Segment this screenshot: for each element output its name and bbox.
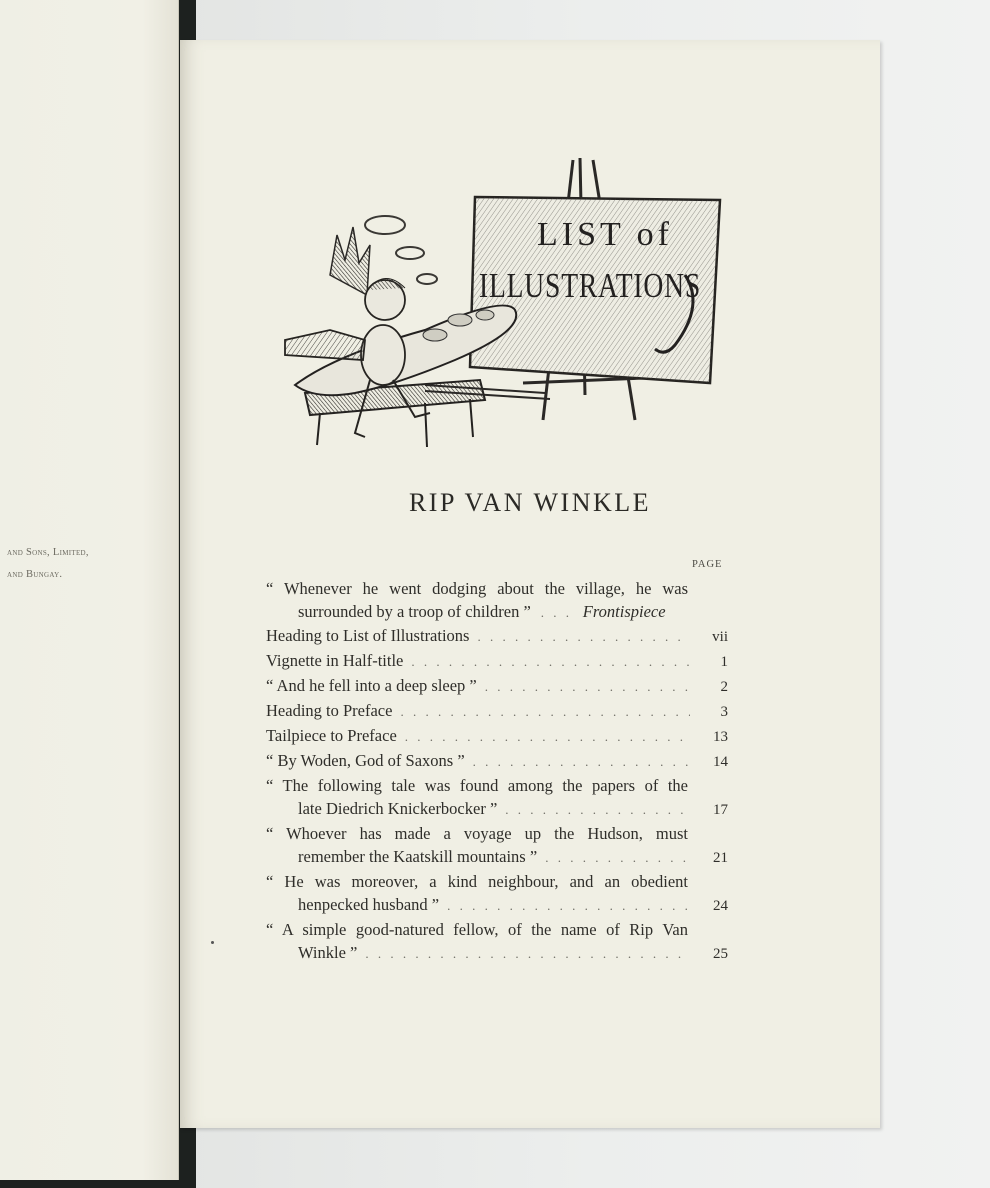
- sign-line-2: ILLUSTRATIONS: [479, 266, 701, 305]
- entry-text: Heading to Preface: [266, 701, 393, 720]
- illustrations-list: [266, 577, 728, 966]
- imprint-line: and Bungay.: [7, 569, 63, 580]
- entry-text: “ Whoever has made a voyage up the Hudson, must: [266, 824, 688, 843]
- entry-text: Winkle ”: [298, 943, 358, 962]
- entry-text: “ A simple good-natured fellow, of the name of Rip Van: [266, 920, 688, 939]
- sign-line-1: LIST of: [537, 216, 673, 253]
- ink-speck: [211, 941, 214, 944]
- entry-text: “ The following tale was found among the papers of the: [266, 776, 688, 795]
- page-number: 1: [720, 654, 728, 670]
- entry-text: henpecked husband ”: [298, 895, 440, 914]
- entry-text: “ He was moreover, a kind neighbour, and an obedient: [266, 872, 688, 891]
- list-of-illustrations-vignette: [275, 155, 735, 455]
- list-entry: [266, 749, 728, 774]
- list-entry: [266, 774, 728, 822]
- list-entry: [266, 870, 728, 918]
- page-column-label: PAGE: [692, 559, 723, 570]
- entry-text: surrounded by a troop of children ”: [298, 602, 531, 621]
- list-entry: [266, 822, 728, 870]
- smoke-rings: [365, 216, 437, 284]
- plate-label: Frontispiece: [582, 602, 666, 621]
- list-entry: [266, 918, 728, 966]
- sign-board-icon: [470, 197, 720, 383]
- list-entry: [266, 674, 728, 699]
- list-entry: [266, 649, 728, 674]
- page-number: 14: [713, 754, 728, 770]
- page-number: 2: [720, 679, 728, 695]
- page-number: 3: [720, 704, 728, 720]
- page-title: RIP VAN WINKLE: [408, 488, 652, 517]
- imprint-line: and Sons, Limited,: [7, 547, 89, 558]
- entry-text: Tailpiece to Preface: [266, 726, 397, 745]
- page-number: 17: [713, 802, 728, 818]
- entry-text: “ And he fell into a deep sleep ”: [266, 676, 477, 695]
- list-entry: [266, 724, 728, 749]
- page-number: 13: [713, 729, 728, 745]
- entry-text: late Diedrich Knickerbocker ”: [298, 799, 498, 818]
- entry-text: remember the Kaatskill mountains ”: [298, 847, 538, 866]
- entry-text: “ Whenever he went dodging about the village, he was: [266, 579, 688, 598]
- entry-text: Heading to List of Illustrations: [266, 626, 470, 645]
- page-number: 25: [713, 946, 728, 962]
- list-entry: [266, 699, 728, 724]
- right-page: [180, 40, 880, 1128]
- entry-text: “ By Woden, God of Saxons ”: [266, 751, 465, 770]
- list-entry: [266, 624, 728, 649]
- left-page: [0, 0, 179, 1180]
- page-number: 21: [713, 850, 728, 866]
- entry-text: Vignette in Half-title: [266, 651, 404, 670]
- list-entry: [266, 577, 728, 624]
- page-number: vii: [712, 629, 728, 645]
- page-number: 24: [713, 898, 728, 914]
